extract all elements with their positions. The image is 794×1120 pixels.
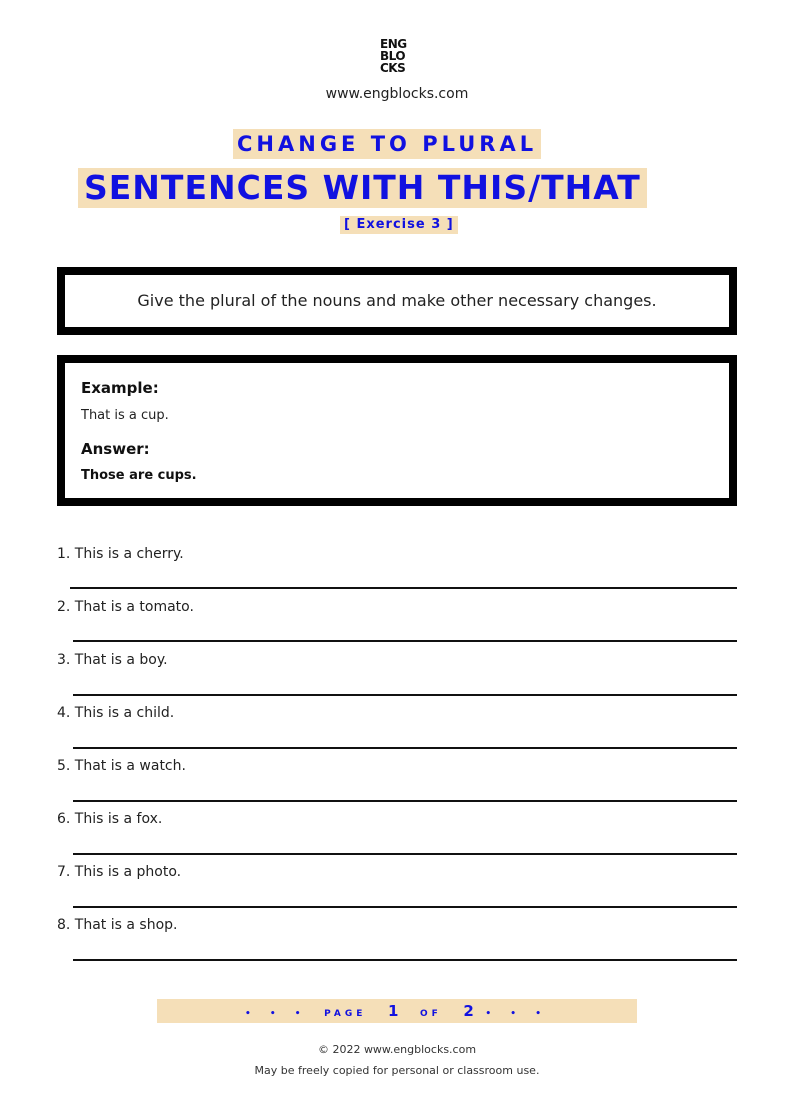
page-total: 2 [463,1002,474,1020]
answer-line[interactable] [73,694,737,696]
dots-left: • • • [245,1009,309,1019]
exercise-label: [ Exercise 3 ] [340,216,458,234]
answer-line[interactable] [70,587,737,589]
answer-line[interactable] [73,640,737,642]
copyright-text: © 2022 www.engblocks.com [317,1043,477,1056]
exercise-item: 3. That is a boy. [57,652,168,668]
engblocks-logo [380,38,416,74]
exercise-item: 4. This is a child. [57,705,175,721]
logo-line: ENG [380,37,407,51]
example-text: That is a cup. [81,408,169,423]
logo-line: BLO [380,49,406,63]
exercise-item: 2. That is a tomato. [57,599,194,615]
license-text: May be freely copied for personal or classroom use. [254,1064,540,1077]
page-current: 1 [388,1002,399,1020]
exercise-item: 5. That is a watch. [57,758,186,774]
example-label: Example: [81,379,159,397]
dots-right: • • • [485,1009,549,1019]
site-url[interactable]: www.engblocks.com [325,86,469,102]
worksheet-subtitle: CHANGE TO PLURAL [233,129,541,159]
worksheet-title: SENTENCES WITH THIS/THAT [78,168,647,208]
answer-label: Answer: [81,440,150,458]
of-word: OF [420,1009,442,1019]
answer-line[interactable] [73,800,737,802]
instruction-box [57,267,737,335]
answer-line[interactable] [73,959,737,961]
logo-line: CKS [380,61,406,75]
answer-line[interactable] [73,853,737,855]
page-indicator [157,999,637,1023]
answer-line[interactable] [73,747,737,749]
exercise-item: 1. This is a cherry. [57,546,184,562]
exercise-item: 6. This is a fox. [57,811,163,827]
answer-text: Those are cups. [81,468,197,483]
exercise-item: 7. This is a photo. [57,864,182,880]
instruction-text: Give the plural of the nouns and make other necessary changes. [137,291,657,310]
answer-line[interactable] [73,906,737,908]
exercise-item: 8. That is a shop. [57,917,178,933]
page-word: PAGE [324,1009,367,1019]
example-box [57,355,737,506]
